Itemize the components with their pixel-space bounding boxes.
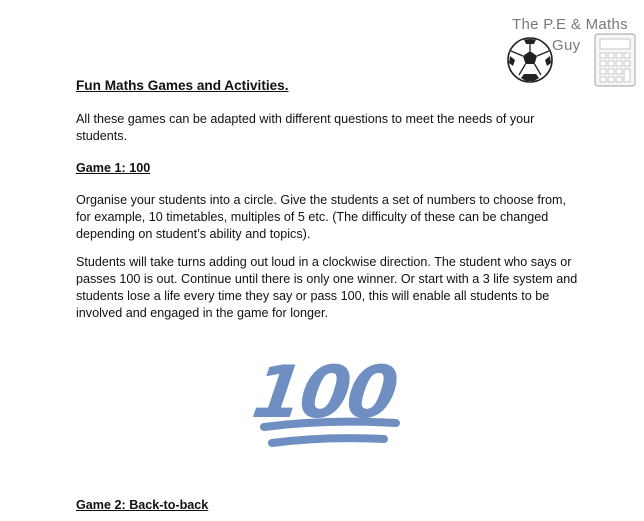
calculator-icon bbox=[593, 32, 637, 88]
hundred-points-icon bbox=[246, 345, 406, 455]
soccer-ball-icon bbox=[506, 36, 554, 84]
brand-logo bbox=[500, 10, 640, 90]
game1-paragraph-1: Organise your students into a circle. Give the students a set of numbers to choose from, for example, 10 timetables, multiples of 5 etc. (The difficulty of these can be changed depending on student’s ability and topics). bbox=[76, 193, 567, 241]
logo-text-line2: Guy bbox=[552, 37, 581, 54]
hundred-points-text: 100 bbox=[247, 351, 401, 435]
game1-paragraph-2: Students will take turns adding out loud in a clockwise direction. The student who says or passes 100 is out. Continue until there is only one winner. Or start with a 3 life system and students lose a life every time they say or pass 100, this will enable all students to be involved and engaged in the game for longer. bbox=[76, 255, 578, 320]
game2-heading: Game 2: Back-to-back bbox=[76, 498, 209, 512]
underline-stroke-2 bbox=[272, 438, 384, 443]
logo-text-line1: The P.E & Maths bbox=[512, 16, 628, 33]
game1-heading: Game 1: 100 bbox=[76, 161, 151, 175]
page-title: Fun Maths Games and Activities. bbox=[76, 78, 289, 93]
intro-paragraph: All these games can be adapted with different questions to meet the needs of your students. bbox=[76, 112, 535, 143]
